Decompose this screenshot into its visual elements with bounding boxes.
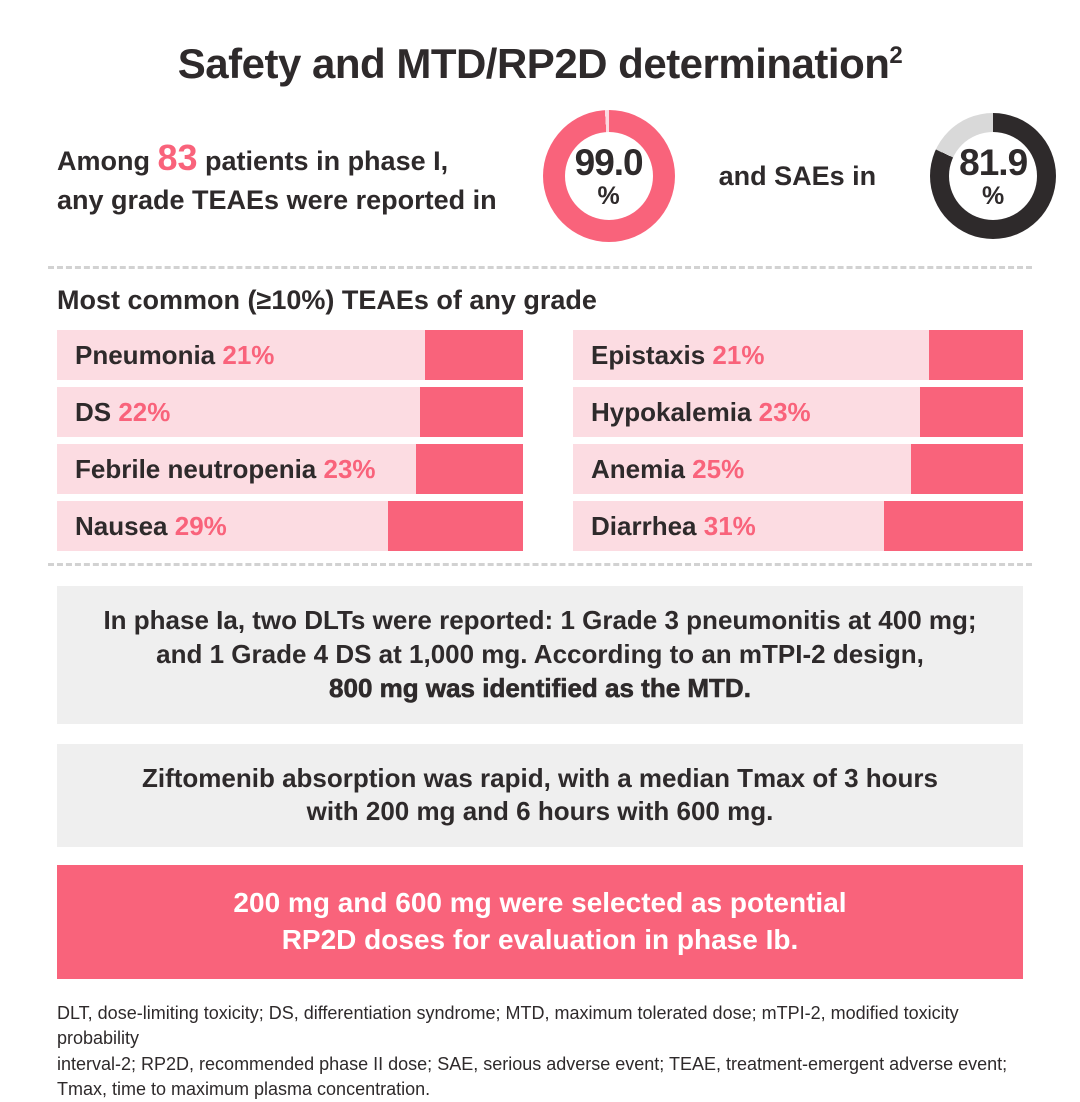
box-line: and 1 Grade 4 DS at 1,000 mg. According to an mTPI-2 design, — [156, 639, 924, 670]
footnote-line: DLT, dose-limiting toxicity; DS, differentiation syndrome; MTD, maximum tolerated dose; mTPI-2, modified toxicity probability — [57, 1003, 959, 1049]
dashed-divider-bottom — [48, 563, 1032, 566]
bar-percentage: 21% — [712, 339, 765, 370]
teae-donut-chart — [543, 110, 675, 242]
box-line: Ziftomenib absorption was rapid, with a median Tmax of 3 hours — [142, 762, 938, 793]
bar-label — [573, 511, 756, 542]
intro-before-count: Among — [57, 145, 158, 176]
bar-label — [573, 340, 764, 371]
sae-donut-unit: % — [982, 181, 1005, 210]
teae-bar-row — [57, 444, 523, 494]
bar-category: Anemia — [591, 453, 693, 484]
teae-bar-row — [573, 387, 1023, 437]
dashed-divider-top — [48, 266, 1032, 269]
bar-fill — [416, 444, 523, 494]
sae-donut-chart — [930, 113, 1056, 239]
bar-fill — [929, 330, 1024, 380]
dlt-mtd-summary-box — [57, 586, 1023, 723]
teae-bar-chart — [57, 330, 1023, 551]
teae-bar-row — [57, 330, 523, 380]
bar-label — [573, 397, 811, 428]
mtd-emphasis-line: 800 mg was identified as the MTD. — [329, 672, 751, 703]
bar-label — [57, 397, 170, 428]
box-line: with 200 mg and 6 hours with 600 mg. — [306, 796, 774, 827]
bar-percentage: 23% — [323, 453, 376, 484]
rp2d-selection-box — [57, 865, 1023, 979]
bars-section-heading: Most common (≥10%) TEAEs of any grade — [57, 285, 597, 316]
bar-category: Pneumonia — [75, 339, 223, 370]
sae-connector-text: and SAEs in — [718, 160, 877, 191]
box-line: 200 mg and 600 mg were selected as potential — [233, 887, 847, 919]
bar-percentage: 25% — [692, 453, 745, 484]
patients-count: 83 — [157, 136, 198, 178]
teae-bar-row — [573, 330, 1023, 380]
bar-category: Epistaxis — [591, 339, 713, 370]
abbreviations-footnote — [57, 1001, 1023, 1102]
sae-donut-center — [949, 132, 1037, 220]
intro-after-count: patients in phase I, — [197, 145, 449, 176]
bar-percentage: 22% — [118, 396, 171, 427]
footnote-line: Tmax, time to maximum plasma concentration. — [57, 1078, 431, 1099]
bar-category: Febrile neutropenia — [75, 453, 324, 484]
teae-bar-row — [57, 501, 523, 551]
pk-tmax-summary-box — [57, 744, 1023, 848]
teae-donut-center — [565, 132, 653, 220]
bar-category: Nausea — [75, 510, 175, 541]
bar-fill — [884, 501, 1024, 551]
teae-bar-row — [573, 501, 1023, 551]
bar-label — [57, 454, 376, 485]
intro-text — [57, 134, 497, 219]
page-title — [57, 40, 1023, 88]
teae-donut-unit: % — [597, 181, 620, 210]
footnote-line: interval-2; RP2D, recommended phase II dose; SAE, serious adverse event; TEAE, treatment-emergent adverse event; — [57, 1053, 1008, 1074]
teae-bar-row — [573, 444, 1023, 494]
intro-line2: any grade TEAEs were reported in — [57, 185, 497, 216]
title-superscript: 2 — [889, 42, 903, 69]
teae-donut-value: 99.0 — [574, 141, 643, 183]
teae-bar-row — [57, 387, 523, 437]
bar-fill — [420, 387, 523, 437]
bar-category: DS — [75, 396, 119, 427]
sae-donut-value: 81.9 — [959, 141, 1028, 183]
bar-category: Diarrhea — [591, 510, 704, 541]
bar-fill — [911, 444, 1024, 494]
page-title-text: Safety and MTD/RP2D determination — [177, 40, 890, 87]
bar-percentage: 21% — [222, 339, 275, 370]
bar-fill — [425, 330, 523, 380]
bar-label — [57, 511, 227, 542]
bar-fill — [388, 501, 523, 551]
box-line: In phase Ia, two DLTs were reported: 1 Grade 3 pneumonitis at 400 mg; — [103, 605, 977, 636]
box-line: RP2D doses for evaluation in phase Ib. — [281, 924, 799, 956]
bar-category: Hypokalemia — [591, 396, 759, 427]
bar-fill — [920, 387, 1024, 437]
bar-percentage: 31% — [703, 510, 756, 541]
bar-percentage: 29% — [174, 510, 227, 541]
bar-label — [573, 454, 744, 485]
intro-row — [57, 110, 1028, 242]
bar-label — [57, 340, 274, 371]
bar-percentage: 23% — [758, 396, 811, 427]
